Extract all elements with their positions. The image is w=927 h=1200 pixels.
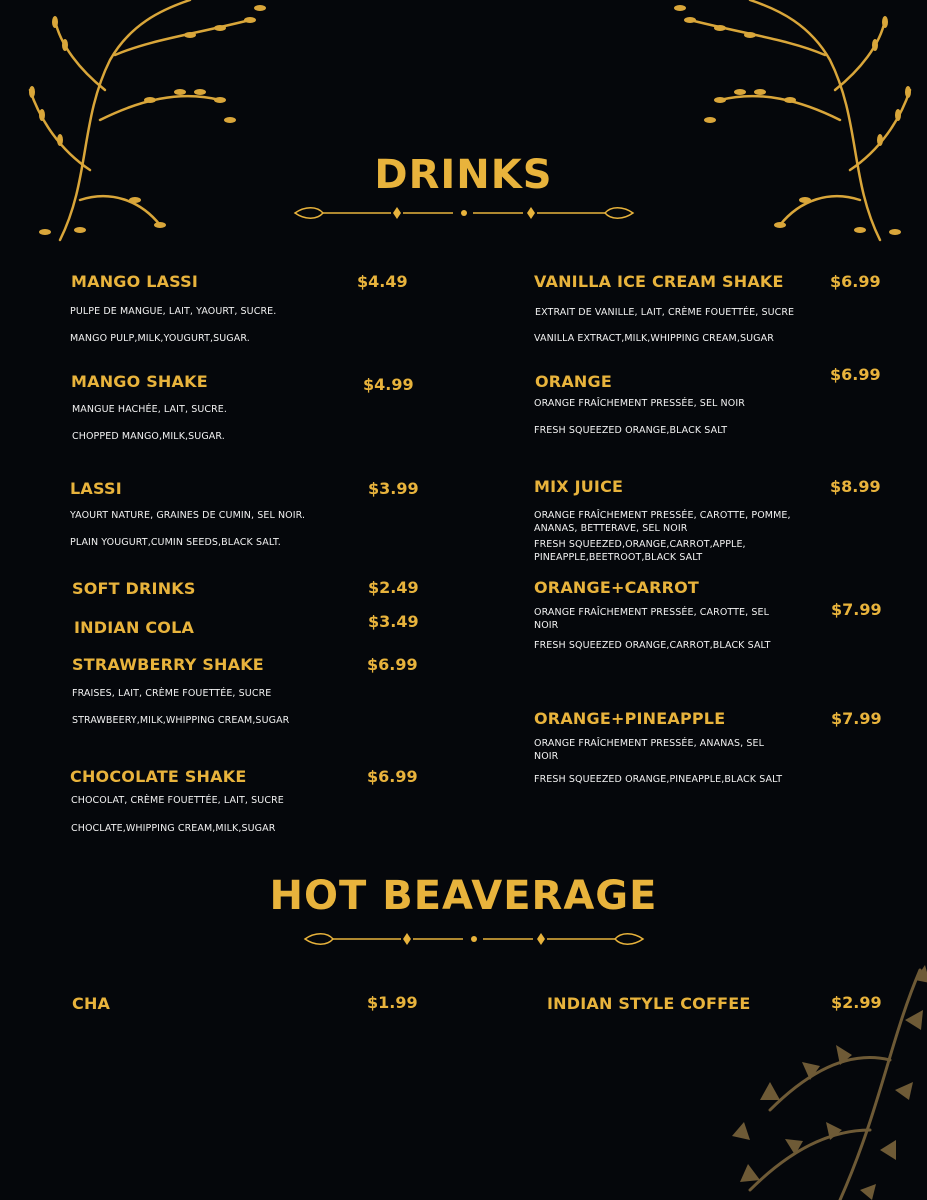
menu-item-name: ORANGE+CARROT <box>534 578 700 597</box>
menu-item-name: MANGO LASSI <box>71 272 199 291</box>
drinks-title: DRINKS <box>374 152 553 198</box>
menu-item-price: $7.99 <box>831 600 882 619</box>
menu-item-name: MIX JUICE <box>534 477 624 496</box>
menu-item-desc-fr: ORANGE FRAÎCHEMENT PRESSÉE, CAROTTE, SEL NOIR <box>534 607 770 631</box>
menu-item-price: $3.49 <box>368 612 419 631</box>
menu-item-name: INDIAN STYLE COFFEE <box>547 994 751 1013</box>
menu-item-price: $1.99 <box>367 993 418 1012</box>
menu-item-desc-fr: FRAISES, LAIT, CRÈME FOUETTÉE, SUCRE <box>72 688 272 699</box>
menu-item-name: MANGO SHAKE <box>71 372 208 391</box>
menu-item-name: STRAWBERRY SHAKE <box>72 655 264 674</box>
menu-item-name: SOFT DRINKS <box>72 579 196 598</box>
menu-item-name: VANILLA ICE CREAM SHAKE <box>534 272 784 291</box>
menu-item-desc-fr: PULPE DE MANGUE, LAIT, YAOURT, SUCRE. <box>70 306 277 317</box>
branch-decoration-icon <box>20 0 280 250</box>
menu-item-desc-fr: EXTRAIT DE VANILLE, LAIT, CRÈME FOUETTÉE, SUCRE <box>535 307 795 318</box>
menu-item-price: $4.99 <box>363 375 414 394</box>
menu-item-name: LASSI <box>70 479 122 498</box>
menu-item-desc-en: STRAWBEERY,MILK,WHIPPING CREAM,SUGAR <box>72 715 290 726</box>
menu-item-desc-en: FRESH SQUEEZED ORANGE,CARROT,BLACK SALT <box>534 640 771 651</box>
menu-item-desc-en: VANILLA EXTRACT,MILK,WHIPPING CREAM,SUGAR <box>534 333 774 344</box>
menu-item-desc-en: PLAIN YOUGURT,CUMIN SEEDS,BLACK SALT. <box>70 537 281 548</box>
menu-item-price: $6.99 <box>367 655 418 674</box>
menu-item-price: $7.99 <box>831 709 882 728</box>
menu-item-price: $6.99 <box>830 272 881 291</box>
menu-item-name: CHA <box>72 994 111 1013</box>
ornament-divider-icon <box>303 930 645 948</box>
menu-item-name: INDIAN COLA <box>74 618 195 637</box>
menu-item-price: $2.99 <box>831 993 882 1012</box>
menu-item-desc-fr: MANGUE HACHÉE, LAIT, SUCRE. <box>72 404 228 415</box>
menu-item-desc-fr: ORANGE FRAÎCHEMENT PRESSÉE, CAROTTE, POMME, ANANAS, BETTERAVE, SEL NOIR <box>534 510 791 534</box>
menu-item-name: ORANGE+PINEAPPLE <box>534 709 726 728</box>
hot-beverage-title: HOT BEAVERAGE <box>269 873 658 919</box>
menu-item-price: $6.99 <box>830 365 881 384</box>
menu-item-price: $2.49 <box>368 578 419 597</box>
menu-item-name: ORANGE <box>535 372 612 391</box>
menu-item-desc-fr: ORANGE FRAÎCHEMENT PRESSÉE, ANANAS, SEL NOIR <box>534 738 765 762</box>
menu-item-name: CHOCOLATE SHAKE <box>70 767 247 786</box>
menu-item-price: $3.99 <box>368 479 419 498</box>
menu-item-desc-en: FRESH SQUEEZED ORANGE,BLACK SALT <box>534 425 728 436</box>
branch-decoration-icon <box>660 0 920 250</box>
menu-item-desc-fr: YAOURT NATURE, GRAINES DE CUMIN, SEL NOIR. <box>70 510 306 521</box>
menu-item-desc-en: FRESH SQUEEZED ORANGE,PINEAPPLE,BLACK SALT <box>534 774 783 785</box>
menu-item-price: $4.49 <box>357 272 408 291</box>
menu-item-desc-en: MANGO PULP,MILK,YOUGURT,SUGAR. <box>70 333 250 344</box>
menu-item-desc-fr: ORANGE FRAÎCHEMENT PRESSÉE, SEL NOIR <box>534 398 745 409</box>
menu-item-price: $8.99 <box>830 477 881 496</box>
leaf-decoration-icon <box>720 960 927 1200</box>
ornament-divider-icon <box>293 204 635 222</box>
menu-item-desc-fr: CHOCOLAT, CRÈME FOUETTÉE, LAIT, SUCRE <box>71 795 284 806</box>
menu-item-desc-en: CHOPPED MANGO,MILK,SUGAR. <box>72 431 225 442</box>
menu-item-desc-en: FRESH SQUEEZED,ORANGE,CARROT,APPLE, PINEAPPLE,BEETROOT,BLACK SALT <box>534 539 746 563</box>
menu-item-price: $6.99 <box>367 767 418 786</box>
menu-item-desc-en: CHOCLATE,WHIPPING CREAM,MILK,SUGAR <box>71 823 276 834</box>
